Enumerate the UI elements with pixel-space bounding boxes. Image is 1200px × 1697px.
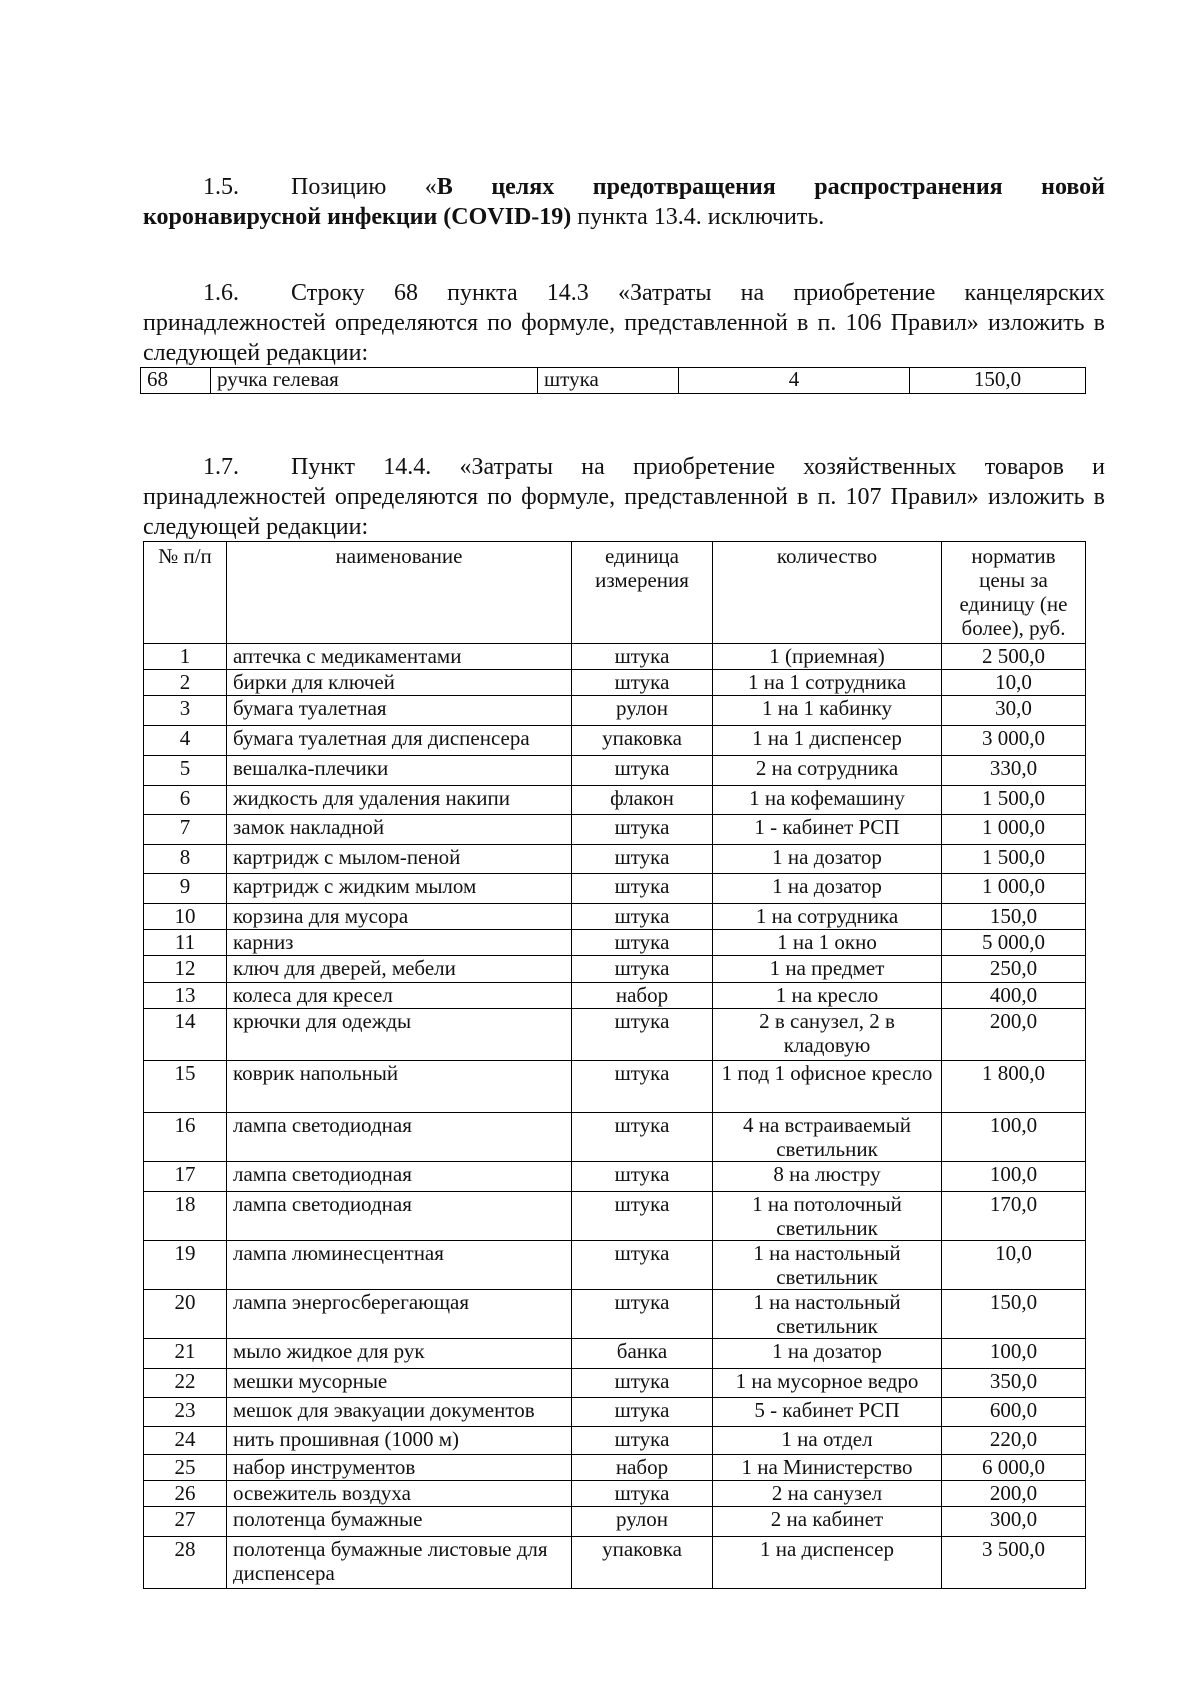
row-qty: 1 на 1 кабинку bbox=[713, 696, 942, 726]
row-name: картридж с мылом-пеной bbox=[227, 845, 572, 874]
header-qty: количество bbox=[713, 542, 942, 644]
row-num: 24 bbox=[144, 1427, 227, 1455]
row-unit: штука bbox=[572, 670, 713, 696]
row-unit: штука bbox=[572, 1192, 713, 1241]
row-qty: 1 на дозатор bbox=[713, 845, 942, 874]
table-row bbox=[141, 368, 1086, 394]
row-unit: штука bbox=[572, 1162, 713, 1192]
row-unit: набор bbox=[572, 1455, 713, 1481]
row-qty: 2 в санузел, 2 в кладовую bbox=[713, 1009, 942, 1061]
row-num: 7 bbox=[144, 815, 227, 845]
row-qty: 1 на отдел bbox=[713, 1427, 942, 1455]
row-name: бирки для ключей bbox=[227, 670, 572, 696]
table-row bbox=[144, 1398, 1086, 1427]
row-name: карниз bbox=[227, 930, 572, 956]
row-name: замок накладной bbox=[227, 815, 572, 845]
row-price: 1 500,0 bbox=[942, 786, 1086, 815]
row-price: 100,0 bbox=[942, 1162, 1086, 1192]
row-unit: штука bbox=[572, 1427, 713, 1455]
row-num: 4 bbox=[144, 726, 227, 756]
household-goods-table bbox=[143, 541, 1086, 1589]
table-row bbox=[144, 1339, 1086, 1369]
row-price: 1 000,0 bbox=[942, 815, 1086, 845]
paragraph-text: Пункт 14.4. «Затраты на приобретение хозяйственных товаров и принадлежностей определяются по формуле, представленной в п. 107 Правил» изложить в следующей редакции: bbox=[143, 454, 1105, 540]
row-qty: 1 (приемная) bbox=[713, 644, 942, 670]
row-unit: штука bbox=[572, 644, 713, 670]
row-name: вешалка-плечики bbox=[227, 756, 572, 786]
table-row bbox=[144, 1537, 1086, 1589]
table-row bbox=[144, 1507, 1086, 1537]
paragraph-number: 1.6. bbox=[203, 280, 239, 306]
table-row bbox=[144, 874, 1086, 904]
row-unit: штука bbox=[572, 1061, 713, 1113]
row-price: 100,0 bbox=[942, 1339, 1086, 1369]
paragraph-text-post: пункта 13.4. исключить. bbox=[571, 204, 825, 230]
row-unit: штука bbox=[572, 815, 713, 845]
table-row bbox=[144, 1369, 1086, 1398]
row-price: 250,0 bbox=[942, 956, 1086, 983]
table-row bbox=[144, 1061, 1086, 1113]
row-price: 1 500,0 bbox=[942, 845, 1086, 874]
row-price: 150,0 bbox=[942, 904, 1086, 930]
row-qty: 1 на Министерство bbox=[713, 1455, 942, 1481]
row-name: колеса для кресел bbox=[227, 983, 572, 1009]
row-unit: рулон bbox=[572, 1507, 713, 1537]
row-price: 150,0 bbox=[942, 1290, 1086, 1339]
row-qty: 2 на санузел bbox=[713, 1481, 942, 1507]
row-name: корзина для мусора bbox=[227, 904, 572, 930]
row-price: 1 800,0 bbox=[942, 1061, 1086, 1113]
row-num: 5 bbox=[144, 756, 227, 786]
row-name: освежитель воздуха bbox=[227, 1481, 572, 1507]
row-num: 2 bbox=[144, 670, 227, 696]
row-num: 13 bbox=[144, 983, 227, 1009]
row-name: мешки мусорные bbox=[227, 1369, 572, 1398]
row-price: 10,0 bbox=[942, 670, 1086, 696]
row-price: 330,0 bbox=[942, 756, 1086, 786]
row-name: ключ для дверей, мебели bbox=[227, 956, 572, 983]
table-row bbox=[144, 1192, 1086, 1241]
row-unit: упаковка bbox=[572, 726, 713, 756]
row-qty: 2 на кабинет bbox=[713, 1507, 942, 1537]
row-unit: штука bbox=[572, 1398, 713, 1427]
row-unit: штука bbox=[572, 1481, 713, 1507]
row-unit: флакон bbox=[572, 786, 713, 815]
row-num: 25 bbox=[144, 1455, 227, 1481]
row-price: 600,0 bbox=[942, 1398, 1086, 1427]
row-num: 9 bbox=[144, 874, 227, 904]
paragraph-number: 1.5. bbox=[203, 174, 239, 200]
row-qty: 1 на 1 окно bbox=[713, 930, 942, 956]
row-qty: 1 на потолочный светильник bbox=[713, 1192, 942, 1241]
row-num: 28 bbox=[144, 1537, 227, 1589]
table-row bbox=[144, 1113, 1086, 1162]
row-name: лампа светодиодная bbox=[227, 1113, 572, 1162]
row-price: 6 000,0 bbox=[942, 1455, 1086, 1481]
table-row bbox=[144, 845, 1086, 874]
row-name: крючки для одежды bbox=[227, 1009, 572, 1061]
paragraph-bold-text: В целях предотвращения распространения новой коронавирусной инфекции (COVID-19) bbox=[143, 174, 1105, 230]
table-row bbox=[144, 1009, 1086, 1061]
row-name: лампа люминесцентная bbox=[227, 1241, 572, 1290]
row-qty: 8 на люстру bbox=[713, 1162, 942, 1192]
row-num: 19 bbox=[144, 1241, 227, 1290]
row-name: мешок для эвакуации документов bbox=[227, 1398, 572, 1427]
row-name: картридж с жидким мылом bbox=[227, 874, 572, 904]
row-price: 5 000,0 bbox=[942, 930, 1086, 956]
row-num: 8 bbox=[144, 845, 227, 874]
row-price: 350,0 bbox=[942, 1369, 1086, 1398]
row-name: бумага туалетная bbox=[227, 696, 572, 726]
table-body bbox=[144, 644, 1086, 1589]
table-row bbox=[144, 696, 1086, 726]
table-row bbox=[144, 815, 1086, 845]
cell-unit: штука bbox=[538, 368, 679, 394]
table-row bbox=[144, 1290, 1086, 1339]
row-name: жидкость для удаления накипи bbox=[227, 786, 572, 815]
row-qty: 1 - кабинет РСП bbox=[713, 815, 942, 845]
row-price: 400,0 bbox=[942, 983, 1086, 1009]
row-name: лампа энергосберегающая bbox=[227, 1290, 572, 1339]
row-num: 22 bbox=[144, 1369, 227, 1398]
table-row bbox=[144, 1481, 1086, 1507]
row-num: 23 bbox=[144, 1398, 227, 1427]
row-unit: рулон bbox=[572, 696, 713, 726]
row-unit: набор bbox=[572, 983, 713, 1009]
row-qty: 1 на дозатор bbox=[713, 874, 942, 904]
row-unit: банка bbox=[572, 1339, 713, 1369]
header-name: наименование bbox=[227, 542, 572, 644]
row-name: бумага туалетная для диспенсера bbox=[227, 726, 572, 756]
row-unit: штука bbox=[572, 956, 713, 983]
row-num: 16 bbox=[144, 1113, 227, 1162]
row-qty: 2 на сотрудника bbox=[713, 756, 942, 786]
table-row bbox=[144, 1455, 1086, 1481]
row-qty: 1 на кофемашину bbox=[713, 786, 942, 815]
table-header-row bbox=[144, 542, 1086, 644]
table-row bbox=[144, 956, 1086, 983]
row-name: лампа светодиодная bbox=[227, 1192, 572, 1241]
paragraph-text: Строку 68 пункта 14.3 «Затраты на приобретение канцелярских принадлежностей определяются по формуле, представленной в п. 106 Правил» изложить в следующей редакции: bbox=[143, 280, 1105, 366]
table-row bbox=[144, 644, 1086, 670]
row-num: 6 bbox=[144, 786, 227, 815]
row-name: коврик напольный bbox=[227, 1061, 572, 1113]
row-name: мыло жидкое для рук bbox=[227, 1339, 572, 1369]
row-num: 27 bbox=[144, 1507, 227, 1537]
paragraph-1-6 bbox=[143, 278, 1105, 368]
row-name: аптечка с медикаментами bbox=[227, 644, 572, 670]
table-row bbox=[144, 930, 1086, 956]
row-price: 3 500,0 bbox=[942, 1537, 1086, 1589]
paragraph-1-7 bbox=[143, 452, 1105, 542]
row-price: 1 000,0 bbox=[942, 874, 1086, 904]
row-name: полотенца бумажные листовые для диспенсера bbox=[227, 1537, 572, 1589]
row-name: набор инструментов bbox=[227, 1455, 572, 1481]
row-num: 21 bbox=[144, 1339, 227, 1369]
row-num: 17 bbox=[144, 1162, 227, 1192]
row-unit: упаковка bbox=[572, 1537, 713, 1589]
table-row bbox=[144, 904, 1086, 930]
row-price: 100,0 bbox=[942, 1113, 1086, 1162]
row-unit: штука bbox=[572, 930, 713, 956]
row-qty: 5 - кабинет РСП bbox=[713, 1398, 942, 1427]
row-name: полотенца бумажные bbox=[227, 1507, 572, 1537]
row-num: 1 bbox=[144, 644, 227, 670]
paragraph-number: 1.7. bbox=[203, 454, 239, 480]
row-num: 3 bbox=[144, 696, 227, 726]
table-row bbox=[144, 1427, 1086, 1455]
row-qty: 1 на дозатор bbox=[713, 1339, 942, 1369]
row-qty: 1 на мусорное ведро bbox=[713, 1369, 942, 1398]
row-unit: штука bbox=[572, 1369, 713, 1398]
row-unit: штука bbox=[572, 1290, 713, 1339]
row-price: 2 500,0 bbox=[942, 644, 1086, 670]
row-unit: штука bbox=[572, 756, 713, 786]
row-num: 10 bbox=[144, 904, 227, 930]
header-num: № п/п bbox=[144, 542, 227, 644]
row-qty: 1 на настольный светильник bbox=[713, 1290, 942, 1339]
row-name: лампа светодиодная bbox=[227, 1162, 572, 1192]
cell-name: ручка гелевая bbox=[211, 368, 538, 394]
row-num: 15 bbox=[144, 1061, 227, 1113]
row-price: 200,0 bbox=[942, 1009, 1086, 1061]
table-row bbox=[144, 670, 1086, 696]
row-num: 20 bbox=[144, 1290, 227, 1339]
row-unit: штука bbox=[572, 1241, 713, 1290]
row-qty: 1 на сотрудника bbox=[713, 904, 942, 930]
row-unit: штука bbox=[572, 1009, 713, 1061]
row-unit: штука bbox=[572, 845, 713, 874]
row-price: 3 000,0 bbox=[942, 726, 1086, 756]
row-qty: 1 на предмет bbox=[713, 956, 942, 983]
row-qty: 1 под 1 офисное кресло bbox=[713, 1061, 942, 1113]
header-price: норматив цены за единицу (не более), руб. bbox=[942, 542, 1086, 644]
row-68-table bbox=[140, 367, 1086, 394]
table-row bbox=[144, 1162, 1086, 1192]
row-price: 10,0 bbox=[942, 1241, 1086, 1290]
row-qty: 1 на 1 сотрудника bbox=[713, 670, 942, 696]
row-price: 220,0 bbox=[942, 1427, 1086, 1455]
row-qty: 1 на диспенсер bbox=[713, 1537, 942, 1589]
row-name: нить прошивная (1000 м) bbox=[227, 1427, 572, 1455]
cell-num: 68 bbox=[141, 368, 211, 394]
table-row bbox=[144, 756, 1086, 786]
row-qty: 4 на встраиваемый светильник bbox=[713, 1113, 942, 1162]
row-num: 18 bbox=[144, 1192, 227, 1241]
table-row bbox=[144, 786, 1086, 815]
table-row bbox=[144, 726, 1086, 756]
cell-price: 150,0 bbox=[910, 368, 1086, 394]
row-unit: штука bbox=[572, 904, 713, 930]
header-unit: единица измерения bbox=[572, 542, 713, 644]
row-num: 11 bbox=[144, 930, 227, 956]
row-qty: 1 на кресло bbox=[713, 983, 942, 1009]
paragraph-text-pre: Позицию « bbox=[291, 174, 437, 200]
row-price: 300,0 bbox=[942, 1507, 1086, 1537]
table-row bbox=[144, 983, 1086, 1009]
row-price: 170,0 bbox=[942, 1192, 1086, 1241]
row-num: 14 bbox=[144, 1009, 227, 1061]
row-qty: 1 на 1 диспенсер bbox=[713, 726, 942, 756]
row-qty: 1 на настольный светильник bbox=[713, 1241, 942, 1290]
table-row bbox=[144, 1241, 1086, 1290]
row-unit: штука bbox=[572, 1113, 713, 1162]
paragraph-1-5 bbox=[143, 172, 1105, 232]
row-price: 200,0 bbox=[942, 1481, 1086, 1507]
row-unit: штука bbox=[572, 874, 713, 904]
row-price: 30,0 bbox=[942, 696, 1086, 726]
row-num: 12 bbox=[144, 956, 227, 983]
cell-qty: 4 bbox=[679, 368, 910, 394]
row-num: 26 bbox=[144, 1481, 227, 1507]
